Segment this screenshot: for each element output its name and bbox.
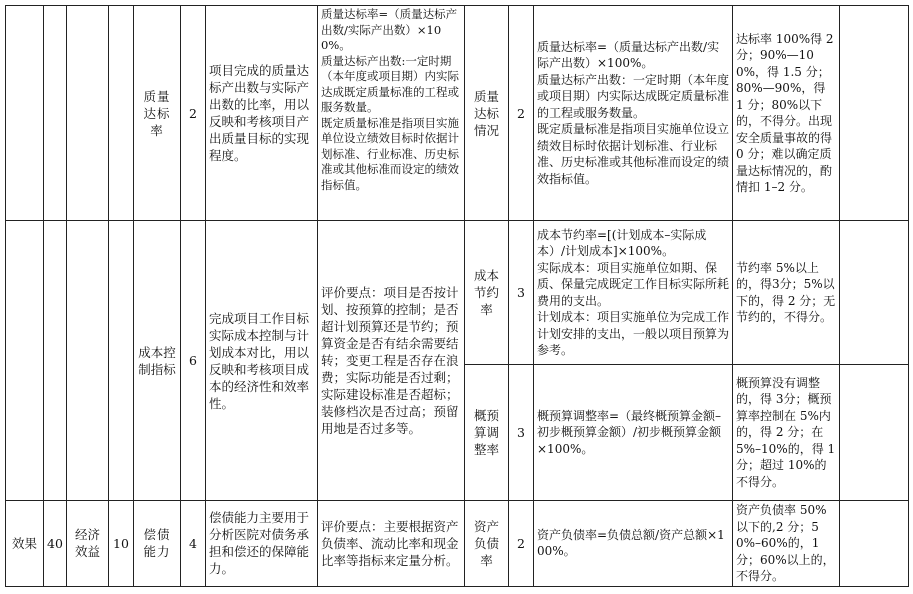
remarks-cell [840,6,909,221]
scoring-criteria: 节约率 5%以上的，得3分；5%以下的，得 2 分；无节约的，不得分。 [733,221,840,365]
level1-cell [6,6,44,221]
level2-score: 10 [109,501,134,587]
level2-cell [67,6,109,221]
indicator-explanation: 质量达标率=（质量达标产出数/实际产出数）×100%。 质量达标产出数:一定时期（本年度或项目期）内实际达成既定质量标准的工程或服务数量。 既定质量标准是指项目实施单位设立绩效目标时依据计划标准、行业标准、历史标准或其他标准而设定的绩效指标值。 [318,6,465,221]
indicator-formula: 概预算调整率=（最终概预算金额–初步概预算金额）/初步概预算金额×100%。 [534,365,733,501]
indicator-explanation: 评价要点：主要根据资产负债率、流动比率和现金比率等指标来定量分析。 [318,501,465,587]
score2-cell [109,221,134,501]
level2-cell [67,221,109,501]
level4-score: 3 [509,365,534,501]
level3-name: 质量达标率 [134,6,181,221]
indicator-description: 完成项目工作目标实际成本控制与计划成本对比，用以反映和考核项目成本的经济性和效率性。 [206,221,318,501]
indicator-description: 项目完成的质量达标产出数与实际产出数的比率，用以反映和考核项目产出质量目标的实现程度。 [206,6,318,221]
level1-score: 40 [44,501,67,587]
level2-name: 经济效益 [67,501,109,587]
level1-name: 效果 [6,501,44,587]
level4-score: 2 [509,6,534,221]
level3-name: 偿债能力 [134,501,181,587]
level4-name: 成本节约率 [465,221,509,365]
level1-cell [6,221,44,501]
score1-cell [44,6,67,221]
indicator-formula: 资产负债率=负债总额/资产总额×100%。 [534,501,733,587]
level4-name: 概预算调整率 [465,365,509,501]
remarks-cell [840,365,909,501]
remarks-cell [840,221,909,365]
evaluation-table [5,5,909,587]
scoring-criteria: 达标率 100%得 2分；90%—100%，得 1.5 分；80%—90%，得 1 分；80%以下的，不得分。出现安全质量事故的得 0 分；难以确定质量达标情况的，酌情扣 1–2 分。 [733,6,840,221]
score1-cell [44,221,67,501]
level3-score: 4 [181,501,206,587]
remarks-cell [840,501,909,587]
indicator-formula: 成本节约率=[(计划成本–实际成本）/计划成本]×100%。 实际成本：项目实施单位如期、保质、保量完成既定工作目标实际所耗费用的支出。 计划成本：项目实施单位为完成工作计划安排的支出，一般以项目预算为参考。 [534,221,733,365]
table-row [6,6,909,221]
table-row [6,221,909,365]
indicator-formula: 质量达标率=（质量达标产出数/实际产出数）×100%。 质量达标产出数：一定时期（本年度或项目期）内实际达成既定质量标准的工程或服务数量。 既定质量标准是指项目实施单位设立绩效目标时依据计划标准、行业标准、历史标准或其他标准而设定的绩效指标值。 [534,6,733,221]
level3-score: 6 [181,221,206,501]
level4-name: 质量达标情况 [465,6,509,221]
level4-name: 资产负债率 [465,501,509,587]
indicator-description: 偿债能力主要用于分析医院对债务承担和偿还的保障能力。 [206,501,318,587]
scoring-criteria: 概预算没有调整的，得 3分；概预算率控制在 5%内的，得 2 分；在5%–10%的，得 1分；超过 10%的不得分。 [733,365,840,501]
level3-name: 成本控制指标 [134,221,181,501]
indicator-explanation: 评价要点：项目是否按计划、按预算的控制；是否超计划预算还是节约；预算资金是否有结余需要结转；变更工程是否存在浪费；实际功能是否过剩；实际建设标准是否超标；装修档次是否过高；预留用地是否过多等。 [318,221,465,501]
level4-score: 2 [509,501,534,587]
level4-score: 3 [509,221,534,365]
table-row [6,501,909,587]
level3-score: 2 [181,6,206,221]
score2-cell [109,6,134,221]
scoring-criteria: 资产负债率 50%以下的,2 分；50%–60%的，1 分；60%以上的，不得分。 [733,501,840,587]
